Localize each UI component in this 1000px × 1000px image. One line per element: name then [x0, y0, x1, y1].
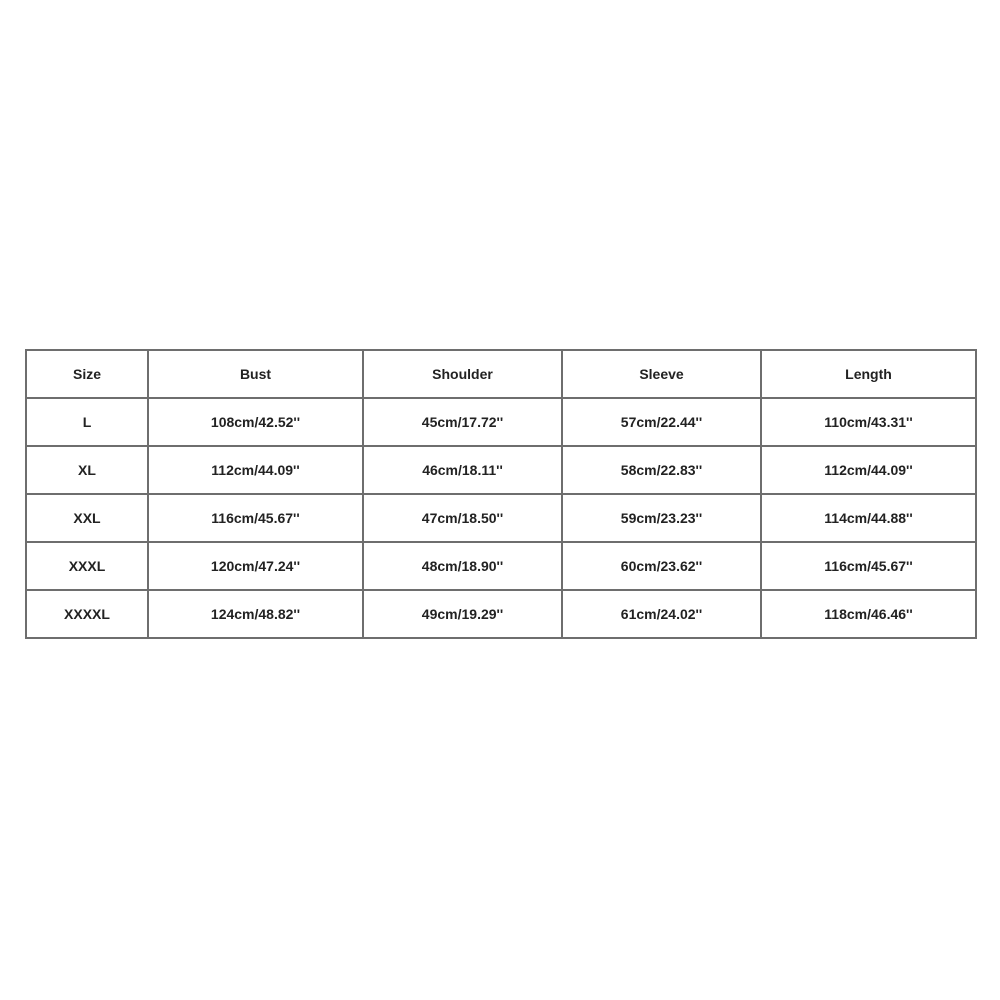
table-row: [26, 398, 976, 446]
cell-shoulder: 45cm/17.72'': [363, 398, 562, 446]
table-row: [26, 542, 976, 590]
cell-bust: 116cm/45.67'': [148, 494, 363, 542]
cell-length: 114cm/44.88'': [761, 494, 976, 542]
table-row: [26, 590, 976, 638]
cell-length: 116cm/45.67'': [761, 542, 976, 590]
cell-sleeve: 59cm/23.23'': [562, 494, 761, 542]
cell-shoulder: 48cm/18.90'': [363, 542, 562, 590]
cell-sleeve: 57cm/22.44'': [562, 398, 761, 446]
header-length: Length: [761, 350, 976, 398]
cell-sleeve: 60cm/23.62'': [562, 542, 761, 590]
cell-bust: 108cm/42.52'': [148, 398, 363, 446]
cell-size: XL: [26, 446, 148, 494]
header-sleeve: Sleeve: [562, 350, 761, 398]
cell-bust: 112cm/44.09'': [148, 446, 363, 494]
table-row: [26, 494, 976, 542]
cell-sleeve: 58cm/22.83'': [562, 446, 761, 494]
cell-shoulder: 47cm/18.50'': [363, 494, 562, 542]
table-row: [26, 446, 976, 494]
cell-shoulder: 49cm/19.29'': [363, 590, 562, 638]
cell-size: XXL: [26, 494, 148, 542]
cell-size: L: [26, 398, 148, 446]
header-shoulder: Shoulder: [363, 350, 562, 398]
size-chart-table: [25, 349, 977, 639]
cell-shoulder: 46cm/18.11'': [363, 446, 562, 494]
cell-bust: 124cm/48.82'': [148, 590, 363, 638]
header-bust: Bust: [148, 350, 363, 398]
cell-size: XXXXL: [26, 590, 148, 638]
cell-bust: 120cm/47.24'': [148, 542, 363, 590]
header-size: Size: [26, 350, 148, 398]
cell-length: 112cm/44.09'': [761, 446, 976, 494]
cell-length: 110cm/43.31'': [761, 398, 976, 446]
cell-sleeve: 61cm/24.02'': [562, 590, 761, 638]
cell-size: XXXL: [26, 542, 148, 590]
cell-length: 118cm/46.46'': [761, 590, 976, 638]
table-header-row: [26, 350, 976, 398]
